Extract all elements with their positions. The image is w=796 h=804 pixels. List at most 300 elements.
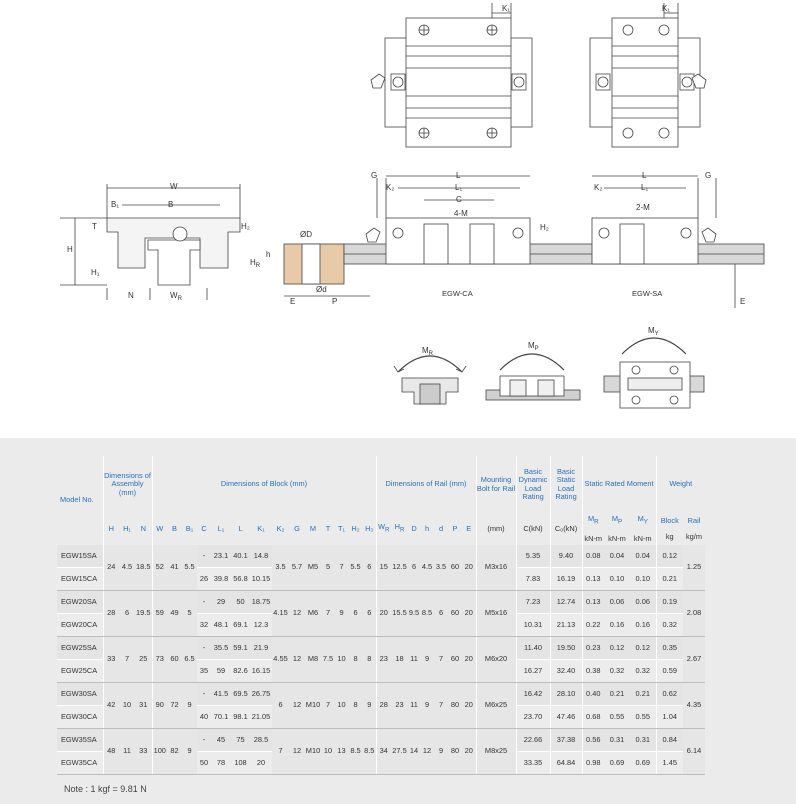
cell-h-rail: 12 xyxy=(420,729,434,775)
cell-mp: 0.55 xyxy=(604,706,630,729)
cell-t1: 9 xyxy=(335,591,348,637)
hdr-model-no: Model No. xyxy=(60,495,94,505)
sub-mm: (mm) xyxy=(476,513,516,545)
unit-note: Note : 1 kgf = 9.81 N xyxy=(64,784,147,794)
cell-k2: 7 xyxy=(272,729,289,775)
model-no-cell: EGW35CA xyxy=(57,752,103,775)
label-c-ca: C xyxy=(456,195,462,204)
cell-c0-static: 28.10 xyxy=(550,683,582,706)
cell-t: 10 xyxy=(321,729,335,775)
cell-my: 0.16 xyxy=(630,614,656,637)
cell-l1: 45 xyxy=(211,729,231,752)
cell-block-weight: 0.12 xyxy=(656,545,683,568)
cell-p: 60 xyxy=(448,545,462,591)
cell-c: - xyxy=(197,683,211,706)
cell-k2: 4.55 xyxy=(272,637,289,683)
label-h3: H₂ xyxy=(540,223,549,232)
cell-k1: 21.9 xyxy=(250,637,272,660)
sub-block: Block kg xyxy=(656,513,683,545)
label-egw-sa: EGW-SA xyxy=(632,289,663,298)
sub-l1: L₁ xyxy=(217,523,225,533)
cell-k1: 12.3 xyxy=(250,614,272,637)
sub-p: P xyxy=(452,523,458,533)
cell-mp: 0.12 xyxy=(604,637,630,660)
cell-e: 20 xyxy=(462,683,476,729)
cell-m: M10 xyxy=(305,729,321,775)
cell-t1: 7 xyxy=(335,545,348,591)
cell-rail-weight: 1.25 xyxy=(683,545,705,591)
label-k1-sa: K₁ xyxy=(662,4,671,13)
cell-e: 20 xyxy=(462,637,476,683)
cell-bolt: M6x20 xyxy=(476,637,516,683)
cell-k1: 14.8 xyxy=(250,545,272,568)
cell-hr: 15.5 xyxy=(391,591,408,637)
cell-mr: 0.56 xyxy=(582,729,604,752)
cell-c: - xyxy=(197,729,211,752)
cell-mp: 0.16 xyxy=(604,614,630,637)
cell-m: M10 xyxy=(305,683,321,729)
cell-b: 82 xyxy=(167,729,182,775)
label-wr: $W_R$ xyxy=(170,291,182,302)
cell-w: 100 xyxy=(152,729,167,775)
cell-c0-static: 47.46 xyxy=(550,706,582,729)
label-b: B xyxy=(168,200,174,209)
sub-d: D xyxy=(411,523,417,533)
cell-hr: 18 xyxy=(391,637,408,683)
cell-mp: 0.21 xyxy=(604,683,630,706)
cell-p: 60 xyxy=(448,591,462,637)
cell-h-rail: 8.5 xyxy=(420,591,434,637)
spec-table xyxy=(57,456,705,775)
cell-t: 7 xyxy=(321,591,335,637)
cell-h1: 11 xyxy=(119,729,135,775)
cell-block-weight: 0.84 xyxy=(656,729,683,752)
label-d-small: Ød xyxy=(316,285,327,294)
cell-c0-static: 16.19 xyxy=(550,568,582,591)
cell-k2: 4.15 xyxy=(272,591,289,637)
hdr-static-moment: Static Rated Moment xyxy=(582,456,656,513)
cell-k1: 21.05 xyxy=(250,706,272,729)
cell-k2: 3.5 xyxy=(272,545,289,591)
cell-h: 33 xyxy=(103,637,119,683)
cell-mr: 0.68 xyxy=(582,706,604,729)
cell-l1: 48.1 xyxy=(211,614,231,637)
cell-g: 12 xyxy=(289,637,305,683)
cell-mp: 0.69 xyxy=(604,752,630,775)
moment-my xyxy=(604,326,704,408)
cell-l1: 78 xyxy=(211,752,231,775)
hdr-mounting-bolt: Mounting Bolt for Rail xyxy=(476,456,516,513)
label-g-ca: G xyxy=(371,171,378,180)
cell-block-weight: 0.19 xyxy=(656,591,683,614)
cell-l: 50 xyxy=(231,591,250,614)
sub-b: B xyxy=(172,523,177,533)
cell-l: 75 xyxy=(231,729,250,752)
table-row xyxy=(57,683,705,706)
cell-mr: 0.08 xyxy=(582,545,604,568)
cell-c-dynamic: 7.23 xyxy=(516,591,550,614)
cell-p: 80 xyxy=(448,683,462,729)
cell-bolt: M6x25 xyxy=(476,683,516,729)
label-d-big: ØD xyxy=(300,230,312,239)
cell-mp: 0.32 xyxy=(604,660,630,683)
label-h2-front: H₂ xyxy=(241,222,250,231)
label-k1-ca: K₁ xyxy=(502,4,511,13)
cell-c: 40 xyxy=(197,706,211,729)
table-row xyxy=(57,729,705,752)
cell-k1: 10.15 xyxy=(250,568,272,591)
model-no-cell: EGW20SA xyxy=(57,591,103,614)
cell-rail-weight: 2.67 xyxy=(683,637,705,683)
label-b1: B₁ xyxy=(111,200,120,209)
cell-mr: 0.22 xyxy=(582,614,604,637)
label-hr: $H_R$ xyxy=(250,258,261,269)
model-no-cell: EGW25SA xyxy=(57,637,103,660)
cell-g: 5.7 xyxy=(289,545,305,591)
cell-p: 80 xyxy=(448,729,462,775)
cell-wr: 34 xyxy=(376,729,391,775)
cell-e: 20 xyxy=(462,545,476,591)
label-n: N xyxy=(128,291,134,300)
cell-c: - xyxy=(197,545,211,568)
cell-c-dynamic: 16.27 xyxy=(516,660,550,683)
cell-h3: 6 xyxy=(363,545,376,591)
cell-c-dynamic: 33.35 xyxy=(516,752,550,775)
label-k2-ca: K₂ xyxy=(386,183,395,192)
cell-mr: 0.13 xyxy=(582,591,604,614)
cell-n: 31 xyxy=(135,683,152,729)
cell-c0-static: 19.50 xyxy=(550,637,582,660)
sub-h-rail: h xyxy=(424,523,430,533)
cell-g: 12 xyxy=(289,683,305,729)
cell-p: 60 xyxy=(448,637,462,683)
cell-c0-static: 64.84 xyxy=(550,752,582,775)
label-w: W xyxy=(170,182,178,191)
cell-my: 0.21 xyxy=(630,683,656,706)
label-h: H xyxy=(67,245,73,254)
cell-h2: 8.5 xyxy=(348,729,363,775)
cell-block-weight: 0.35 xyxy=(656,637,683,660)
cell-c-dynamic: 22.66 xyxy=(516,729,550,752)
cell-my: 0.12 xyxy=(630,637,656,660)
cell-d-small: 6 xyxy=(434,591,448,637)
cell-k2: 6 xyxy=(272,683,289,729)
cell-c-dynamic: 10.31 xyxy=(516,614,550,637)
hdr-basic-dynamic: Basic Dynamic Load Rating xyxy=(516,456,550,513)
cell-rail-weight: 2.08 xyxy=(683,591,705,637)
label-e-left: E xyxy=(290,297,296,306)
side-view xyxy=(344,171,764,308)
cell-c: - xyxy=(197,637,211,660)
cell-mr: 0.38 xyxy=(582,660,604,683)
cell-c0-static: 9.40 xyxy=(550,545,582,568)
sub-w: W xyxy=(152,513,167,545)
model-no-cell: EGW25CA xyxy=(57,660,103,683)
cell-l: 69.5 xyxy=(231,683,250,706)
cell-d: 11 xyxy=(408,683,420,729)
cell-m: M6 xyxy=(305,591,321,637)
model-no-cell: EGW30SA xyxy=(57,683,103,706)
sub-h3: H₃ xyxy=(365,523,374,533)
cell-b: 49 xyxy=(167,591,182,637)
cell-h1: 10 xyxy=(119,683,135,729)
cell-w: 59 xyxy=(152,591,167,637)
cell-c: 26 xyxy=(197,568,211,591)
cell-c-dynamic: 7.83 xyxy=(516,568,550,591)
top-view-sa xyxy=(590,3,706,147)
cell-my: 0.10 xyxy=(630,568,656,591)
sub-h: H xyxy=(103,513,119,545)
cell-e: 20 xyxy=(462,729,476,775)
cell-h2: 8 xyxy=(348,637,363,683)
cell-hr: 12.5 xyxy=(391,545,408,591)
sub-t: T xyxy=(325,523,331,533)
top-view-ca xyxy=(371,3,532,147)
cell-block-weight: 0.32 xyxy=(656,614,683,637)
cell-hr: 23 xyxy=(391,683,408,729)
model-no-cell: EGW20CA xyxy=(57,614,103,637)
cell-d-small: 3.5 xyxy=(434,545,448,591)
cell-hr: 27.5 xyxy=(391,729,408,775)
cell-l1: 70.1 xyxy=(211,706,231,729)
cell-l: 40.1 xyxy=(231,545,250,568)
cell-mp: 0.10 xyxy=(604,568,630,591)
cell-l1: 29 xyxy=(211,591,231,614)
cell-l1: 59 xyxy=(211,660,231,683)
cell-l: 56.8 xyxy=(231,568,250,591)
cell-mr: 0.98 xyxy=(582,752,604,775)
sub-rail: Rail kg/m xyxy=(685,515,702,542)
model-no-cell: EGW15CA xyxy=(57,568,103,591)
cell-n: 33 xyxy=(135,729,152,775)
cell-l1: 39.8 xyxy=(211,568,231,591)
cell-mr: 0.23 xyxy=(582,637,604,660)
cell-h2: 6 xyxy=(348,591,363,637)
front-view xyxy=(60,182,250,302)
hdr-basic-static: Basic Static Load Rating xyxy=(550,456,582,513)
cell-mr: 0.40 xyxy=(582,683,604,706)
cell-c: 50 xyxy=(197,752,211,775)
spec-table-body xyxy=(57,545,705,775)
label-p: P xyxy=(332,297,338,306)
sub-wr: $W_R$ xyxy=(376,513,391,545)
hdr-weight: Weight xyxy=(656,456,705,513)
hdr-dim-assembly: Dimensions of Assembly (mm) xyxy=(103,456,152,513)
model-no-cell: EGW35SA xyxy=(57,729,103,752)
cell-h2: 8 xyxy=(348,683,363,729)
sub-my: $M_Y$ kN-m xyxy=(633,514,652,543)
cell-m: M8 xyxy=(305,637,321,683)
sub-k1: K₁ xyxy=(257,523,265,533)
label-l1-sa: L₁ xyxy=(641,183,649,192)
label-h1: H₁ xyxy=(91,268,100,277)
cell-t1: 10 xyxy=(335,637,348,683)
label-h-small: h xyxy=(266,250,271,259)
label-mp: $M_P$ xyxy=(528,341,539,352)
rail-section xyxy=(250,230,370,306)
cell-w: 52 xyxy=(152,545,167,591)
sub-b1: B₁ xyxy=(185,523,194,533)
sub-k2: K₂ xyxy=(276,523,285,533)
cell-g: 12 xyxy=(289,729,305,775)
cell-my: 0.31 xyxy=(630,729,656,752)
cell-n: 18.5 xyxy=(135,545,152,591)
table-row xyxy=(57,545,705,568)
cell-b: 60 xyxy=(167,637,182,683)
cell-bolt: M8x25 xyxy=(476,729,516,775)
cell-l: 108 xyxy=(231,752,250,775)
cell-h3: 6 xyxy=(363,591,376,637)
cell-c: 35 xyxy=(197,660,211,683)
cell-t: 7.5 xyxy=(321,637,335,683)
cell-t: 7 xyxy=(321,683,335,729)
cell-w: 90 xyxy=(152,683,167,729)
sub-ckn: C(kN) xyxy=(516,513,550,545)
sub-l: L xyxy=(238,523,243,533)
cell-c-dynamic: 16.42 xyxy=(516,683,550,706)
cell-h3: 9 xyxy=(363,683,376,729)
label-2m: 2-M xyxy=(636,203,650,212)
cell-wr: 23 xyxy=(376,637,391,683)
cell-block-weight: 0.62 xyxy=(656,683,683,706)
cell-my: 0.32 xyxy=(630,660,656,683)
cell-c: 32 xyxy=(197,614,211,637)
cell-b: 41 xyxy=(167,545,182,591)
cell-d-small: 7 xyxy=(434,683,448,729)
sub-c0kn: C₀(kN) xyxy=(550,513,582,545)
cell-k1: 18.75 xyxy=(250,591,272,614)
sub-n: N xyxy=(140,523,146,533)
cell-rail-weight: 4.35 xyxy=(683,683,705,729)
label-l-sa: L xyxy=(642,171,647,180)
cell-mp: 0.06 xyxy=(604,591,630,614)
sub-m: M xyxy=(309,523,317,533)
cell-n: 25 xyxy=(135,637,152,683)
cell-h1: 4.5 xyxy=(119,545,135,591)
hdr-dim-rail: Dimensions of Rail (mm) xyxy=(376,456,476,513)
cell-d-small: 7 xyxy=(434,637,448,683)
cell-g: 12 xyxy=(289,591,305,637)
cell-my: 0.06 xyxy=(630,591,656,614)
cell-h: 42 xyxy=(103,683,119,729)
label-g-sa: G xyxy=(705,171,712,180)
cell-d: 14 xyxy=(408,729,420,775)
label-mr: $M_R$ xyxy=(422,346,434,357)
sub-d-small: d xyxy=(438,523,444,533)
cell-my: 0.69 xyxy=(630,752,656,775)
cell-e: 20 xyxy=(462,591,476,637)
cell-c0-static: 21.13 xyxy=(550,614,582,637)
sub-h1: H₁ xyxy=(123,523,131,533)
cell-l: 59.1 xyxy=(231,637,250,660)
cell-bolt: M5x16 xyxy=(476,591,516,637)
cell-mp: 0.31 xyxy=(604,729,630,752)
cell-l1: 41.5 xyxy=(211,683,231,706)
cell-l: 69.1 xyxy=(231,614,250,637)
cell-h3: 8.5 xyxy=(363,729,376,775)
cell-h-rail: 9 xyxy=(420,683,434,729)
cell-wr: 20 xyxy=(376,591,391,637)
cell-h-rail: 4.5 xyxy=(420,545,434,591)
cell-d: 9.5 xyxy=(408,591,420,637)
cell-t1: 13 xyxy=(335,729,348,775)
cell-m: M5 xyxy=(305,545,321,591)
sub-mr: $M_R$ kN-m xyxy=(582,513,604,545)
sub-hr: $H_R$ xyxy=(394,522,405,534)
cell-wr: 15 xyxy=(376,545,391,591)
cell-t1: 10 xyxy=(335,683,348,729)
hdr-dim-block: Dimensions of Block (mm) xyxy=(152,456,376,513)
cell-c0-static: 32.40 xyxy=(550,660,582,683)
cell-bolt: M3x16 xyxy=(476,545,516,591)
cell-d: 6 xyxy=(408,545,420,591)
cell-c-dynamic: 11.40 xyxy=(516,637,550,660)
cell-l: 98.1 xyxy=(231,706,250,729)
table-row xyxy=(57,637,705,660)
cell-c0-static: 12.74 xyxy=(550,591,582,614)
cell-mp: 0.04 xyxy=(604,545,630,568)
cell-rail-weight: 6.14 xyxy=(683,729,705,775)
sub-t1: T₁ xyxy=(337,523,345,533)
label-l-ca: L xyxy=(456,171,461,180)
label-egw-ca: EGW-CA xyxy=(442,289,473,298)
cell-c-dynamic: 5.35 xyxy=(516,545,550,568)
cell-l1: 23.1 xyxy=(211,545,231,568)
cell-my: 0.04 xyxy=(630,545,656,568)
sub-mp: $M_P$ kN-m xyxy=(608,514,626,543)
cell-b1: 9 xyxy=(182,683,197,729)
cell-d-small: 9 xyxy=(434,729,448,775)
cell-k1: 26.75 xyxy=(250,683,272,706)
model-no-cell: EGW15SA xyxy=(57,545,103,568)
cell-h1: 6 xyxy=(119,591,135,637)
label-e-right: E xyxy=(740,297,746,306)
cell-mr: 0.13 xyxy=(582,568,604,591)
cell-b1: 5 xyxy=(182,591,197,637)
label-k2-sa: K₂ xyxy=(594,183,603,192)
cell-l: 82.6 xyxy=(231,660,250,683)
cell-block-weight: 1.45 xyxy=(656,752,683,775)
cell-k1: 28.5 xyxy=(250,729,272,752)
cell-h2: 5.5 xyxy=(348,545,363,591)
cell-b1: 5.5 xyxy=(182,545,197,591)
cell-l1: 35.5 xyxy=(211,637,231,660)
cell-n: 19.5 xyxy=(135,591,152,637)
label-t: T xyxy=(92,222,97,231)
cell-h1: 7 xyxy=(119,637,135,683)
model-no-cell: EGW30CA xyxy=(57,706,103,729)
cell-h3: 8 xyxy=(363,637,376,683)
cell-t: 5 xyxy=(321,545,335,591)
cell-wr: 28 xyxy=(376,683,391,729)
cell-b: 72 xyxy=(167,683,182,729)
cell-k1: 20 xyxy=(250,752,272,775)
label-l1-ca: L₁ xyxy=(455,183,463,192)
cell-w: 73 xyxy=(152,637,167,683)
label-my: $M_Y$ xyxy=(648,326,659,337)
cell-h: 48 xyxy=(103,729,119,775)
cell-h: 24 xyxy=(103,545,119,591)
cell-h: 28 xyxy=(103,591,119,637)
cell-block-weight: 0.59 xyxy=(656,660,683,683)
cell-b1: 9 xyxy=(182,729,197,775)
moment-mr xyxy=(394,346,466,404)
sub-e: E xyxy=(466,523,472,533)
cell-k1: 16.15 xyxy=(250,660,272,683)
label-4m: 4-M xyxy=(454,209,468,218)
cell-c0-static: 37.38 xyxy=(550,729,582,752)
cell-c: - xyxy=(197,591,211,614)
